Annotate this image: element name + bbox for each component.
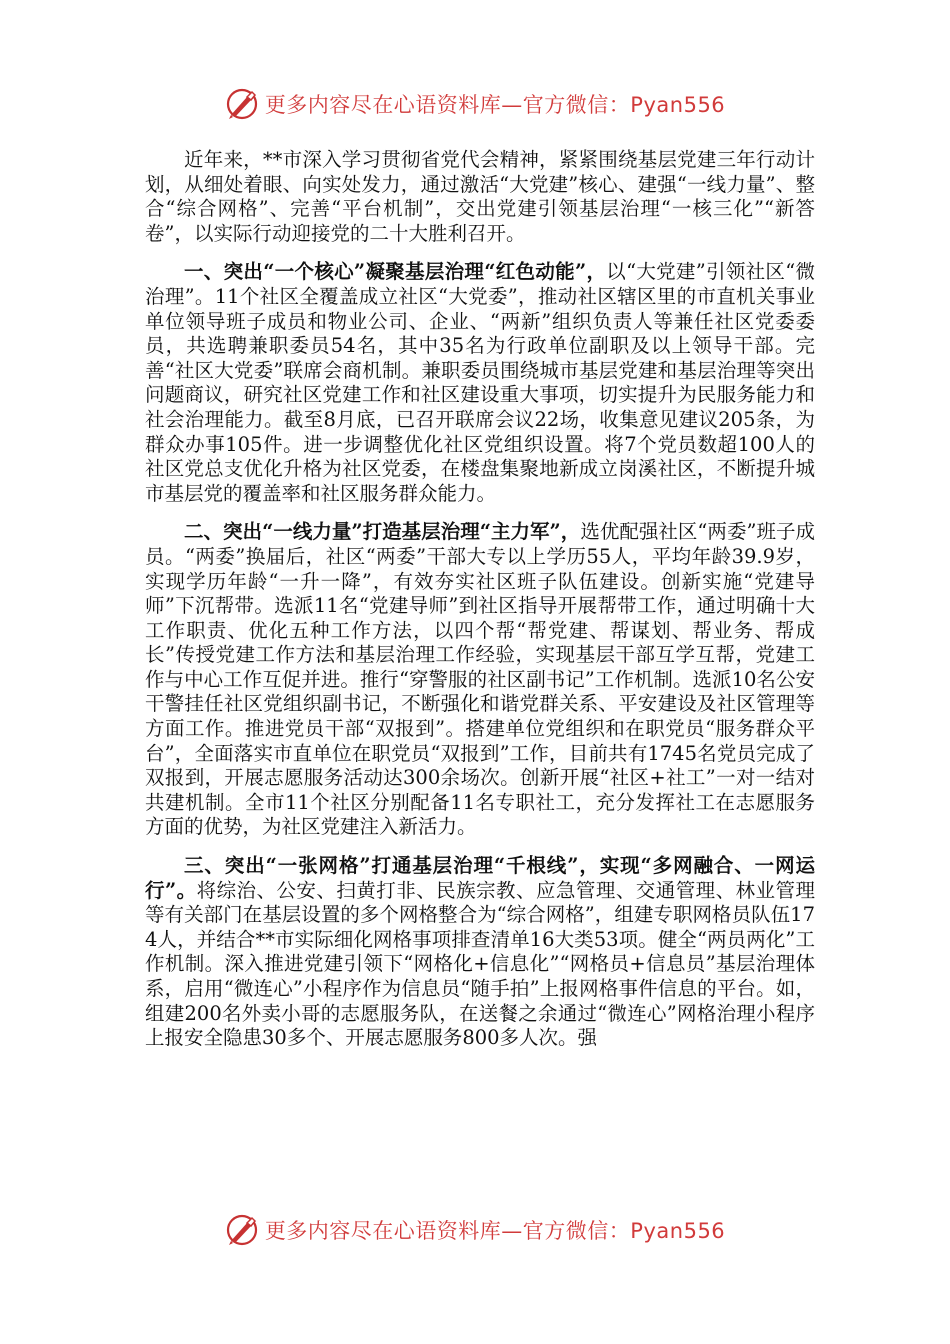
pen-logo-icon <box>225 1213 259 1247</box>
watermark-text: 更多内容尽在心语资料库—官方微信：Pyan556 <box>264 93 726 117</box>
section-heading: 三、突出“一张网格”打通基层治理“千根线”，实现“多网融合、一网运行”。 <box>145 854 815 902</box>
pen-logo-icon <box>225 87 259 121</box>
paragraph-intro <box>145 148 815 246</box>
watermark-text: 更多内容尽在心语资料库—官方微信：Pyan556 <box>264 1219 726 1243</box>
paragraph-body: 选优配强社区“两委”班子成员。“两委”换届后，社区“两委”干部大专以上学历55人，平均年龄39.9岁，实现学历年龄“一升一降”，有效夯实社区班子队伍建设。创新实施“党建导师”下沉帮带。选派11名“党建导师”到社区指导开展帮带工作，通过明确十大工作职责、优化五种工作方法，以四个帮“帮党建、帮谋划、帮业务、帮成长”传授党建工作方法和基层治理工作经验，实现基层干部互学互帮，党建工作与中心工作互促并进。推行“穿警服的社区副书记”工作机制。选派10名公安干警挂任社区党组织副书记，不断强化和谐党群关系、平安建设及社区管理等方面工作。推进党员干部“双报到”。搭建单位党组织和在职党员“服务群众平台”，全面落实市直单位在职党员“双报到”工作，目前共有1745名党员完成了双报到，开展志愿服务活动达300余场次。创新开展“社区+社工”一对一结对共建机制。全市11个社区分别配备11名专职社工，充分发挥社工在志愿服务方面的优势，为社区党建注入新活力。 <box>145 520 815 839</box>
document-body <box>145 148 815 1065</box>
paragraph-body: 近年来，**市深入学习贯彻省党代会精神，紧紧围绕基层党建三年行动计划，从细处着眼、向实处发力，通过激活“大党建”核心、建强“一线力量”、整合“综合网格”、完善“平台机制”，交出党建引领基层治理“一核三化”“新答卷”，以实际行动迎接党的二十大胜利召开。 <box>145 148 815 245</box>
section-heading: 二、突出“一线力量”打造基层治理“主力军”， <box>184 520 581 544</box>
section-heading: 一、突出“一个核心”凝聚基层治理“红色动能”， <box>184 260 607 284</box>
paragraph-section-3 <box>145 854 815 1051</box>
paragraph-body: 以“大党建”引领社区“微治理”。11个社区全覆盖成立社区“大党委”，推动社区辖区里的市直机关事业单位领导班子成员和物业公司、企业、“两新”组织负责人等兼任社区党委委员，共选聘兼职委员54名，其中35名为行政单位副职及以上领导干部。完善“社区大党委”联席会商机制。兼职委员围绕城市基层党建和基层治理等突出问题商议，研究社区党建工作和社区建设重大事项，切实提升为民服务能力和社会治理能力。截至8月底，已召开联席会议22场，收集意见建议205条，为群众办事105件。进一步调整优化社区党组织设置。将7个党员数超100人的社区党总支优化升格为社区党委，在楼盘集聚地新成立岗溪社区，不断提升城市基层党的覆盖率和社区服务群众能力。 <box>145 260 815 505</box>
paragraph-section-2 <box>145 520 815 840</box>
header-watermark <box>0 82 950 126</box>
footer-watermark <box>0 1208 950 1252</box>
paragraph-body: 将综治、公安、扫黄打非、民族宗教、应急管理、交通管理、林业管理等有关部门在基层设置的多个网格整合为“综合网格”，组建专职网格员队伍174人，并结合**市实际细化网格事项排查清单16大类53项。健全“两员两化”工作机制。深入推进党建引领下“网格化+信息化”“网格员+信息员”基层治理体系，启用“微连心”小程序作为信息员“随手拍”上报网格事件信息的平台。如，组建200名外卖小哥的志愿服务队，在送餐之余通过“微连心”网格治理小程序上报安全隐患30多个、开展志愿服务800多人次。强 <box>145 878 815 1050</box>
paragraph-section-1 <box>145 260 815 506</box>
